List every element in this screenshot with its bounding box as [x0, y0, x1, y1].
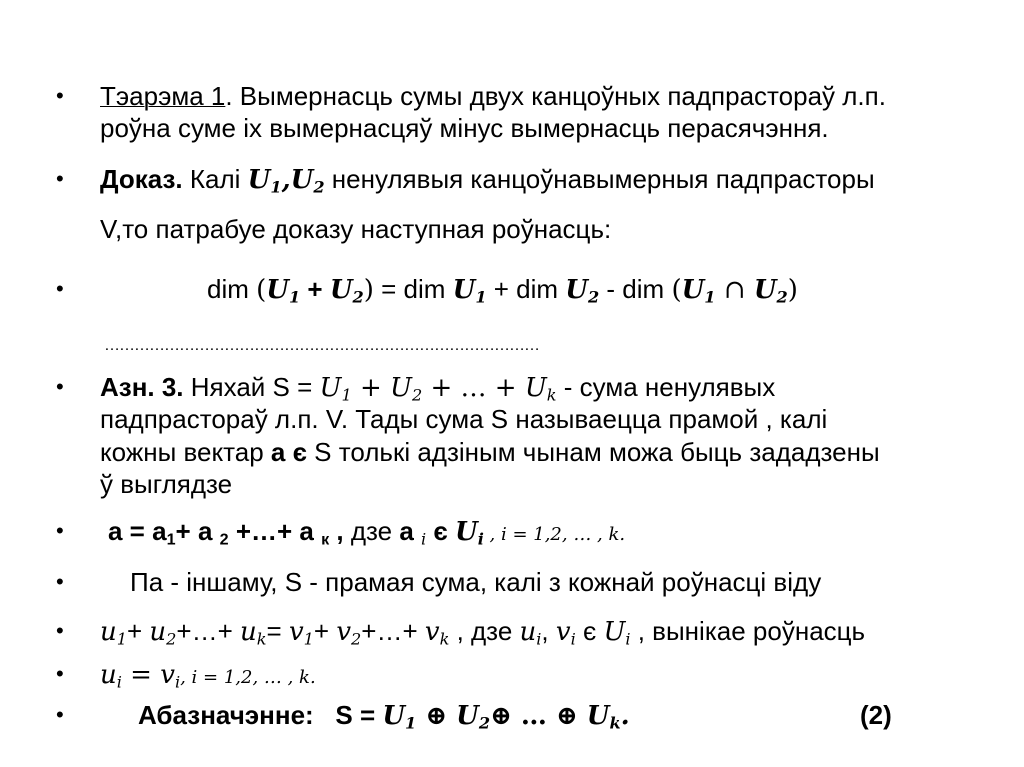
bullet: • — [56, 618, 64, 643]
bullet: • — [56, 702, 64, 727]
math-u1: $U_1$ — [247, 165, 282, 197]
theorem-label: Тэарэма 1 — [100, 81, 226, 111]
space-v: V — [100, 214, 115, 244]
bullet: • — [56, 374, 64, 399]
definition-label: Азн. 3. — [100, 372, 184, 402]
bullet: • — [56, 518, 64, 543]
theorem-line-1 — [100, 80, 886, 112]
bullet: • — [56, 569, 64, 594]
proof-line-2 — [100, 213, 611, 245]
vector-sum: $a = a_1+ a$ $_2$ +…+ a $_к$ , дзе a $_i$ є $U_i$ , i = 1,2, … , k. — [108, 516, 626, 549]
definition-line-2: падпрастораў л.п. V. Тады сума S называецца прамой , калі — [100, 404, 828, 434]
definition-line-1: Азн. 3. Няхай $S = U_1 + U_2$ + … + $U_k$ - сума ненулявых — [100, 372, 776, 405]
theorem-line-2: роўна суме іх вымернасцяў мінус вымернасць перасячэння. — [100, 113, 829, 143]
component-equality: $u_i = v_i$, i = 1,2, … , k. — [100, 660, 316, 692]
bullet: • — [56, 83, 64, 108]
proof-line-1 — [100, 163, 875, 196]
bullet: • — [56, 276, 64, 301]
proof-kali: Калі — [182, 164, 248, 194]
proof-rest-1: ненулявыя канцоўнавымерныя падпрасторы — [324, 164, 875, 194]
bullet: • — [56, 166, 64, 191]
proof-rest-2: ,то патрабуе доказу наступная роўнасць: — [114, 214, 612, 244]
definition-line-3: кожны вектар a є S толькі адзіным чынам можа быць зададзены — [100, 437, 880, 467]
math-u2: $U_2$ — [290, 165, 325, 197]
dimension-formula: dim $(U_1 + U_2)$ = dim $U_1$ + dim $U_2$ - dim ($U_1$ ∩ $U_2$) — [207, 274, 798, 307]
notation-label: Абазначэнне: — [138, 700, 314, 730]
equality-condition: $u_1+$ $u_2+\dots+ u_k= v_1+$ $v_2+\dots+ v_k$ , дзе $u_i$, $v_i$ є $U_i$ , вынікае роўнасць — [100, 616, 866, 649]
proof-label: Доказ. — [100, 164, 183, 194]
notation-line: Абазначэнне: $S = U_1$ ⊕ $U_2\oplus$ … ⊕ $U_k$. — [138, 700, 630, 733]
bullet: • — [56, 661, 64, 686]
dotted-separator: …………………………………………………………………………… — [104, 337, 539, 354]
definition-line-4: ў выглядзе — [100, 469, 233, 499]
other-definition: Па - іншаму, S - прамая сума, калі з кожнай роўнасці віду — [130, 567, 822, 597]
math-comma: , — [281, 165, 291, 195]
theorem-text-1: . Вымернасць сумы двух канцоўных падпрастораў л.п. — [225, 81, 886, 111]
equation-number: (2) — [860, 700, 892, 730]
